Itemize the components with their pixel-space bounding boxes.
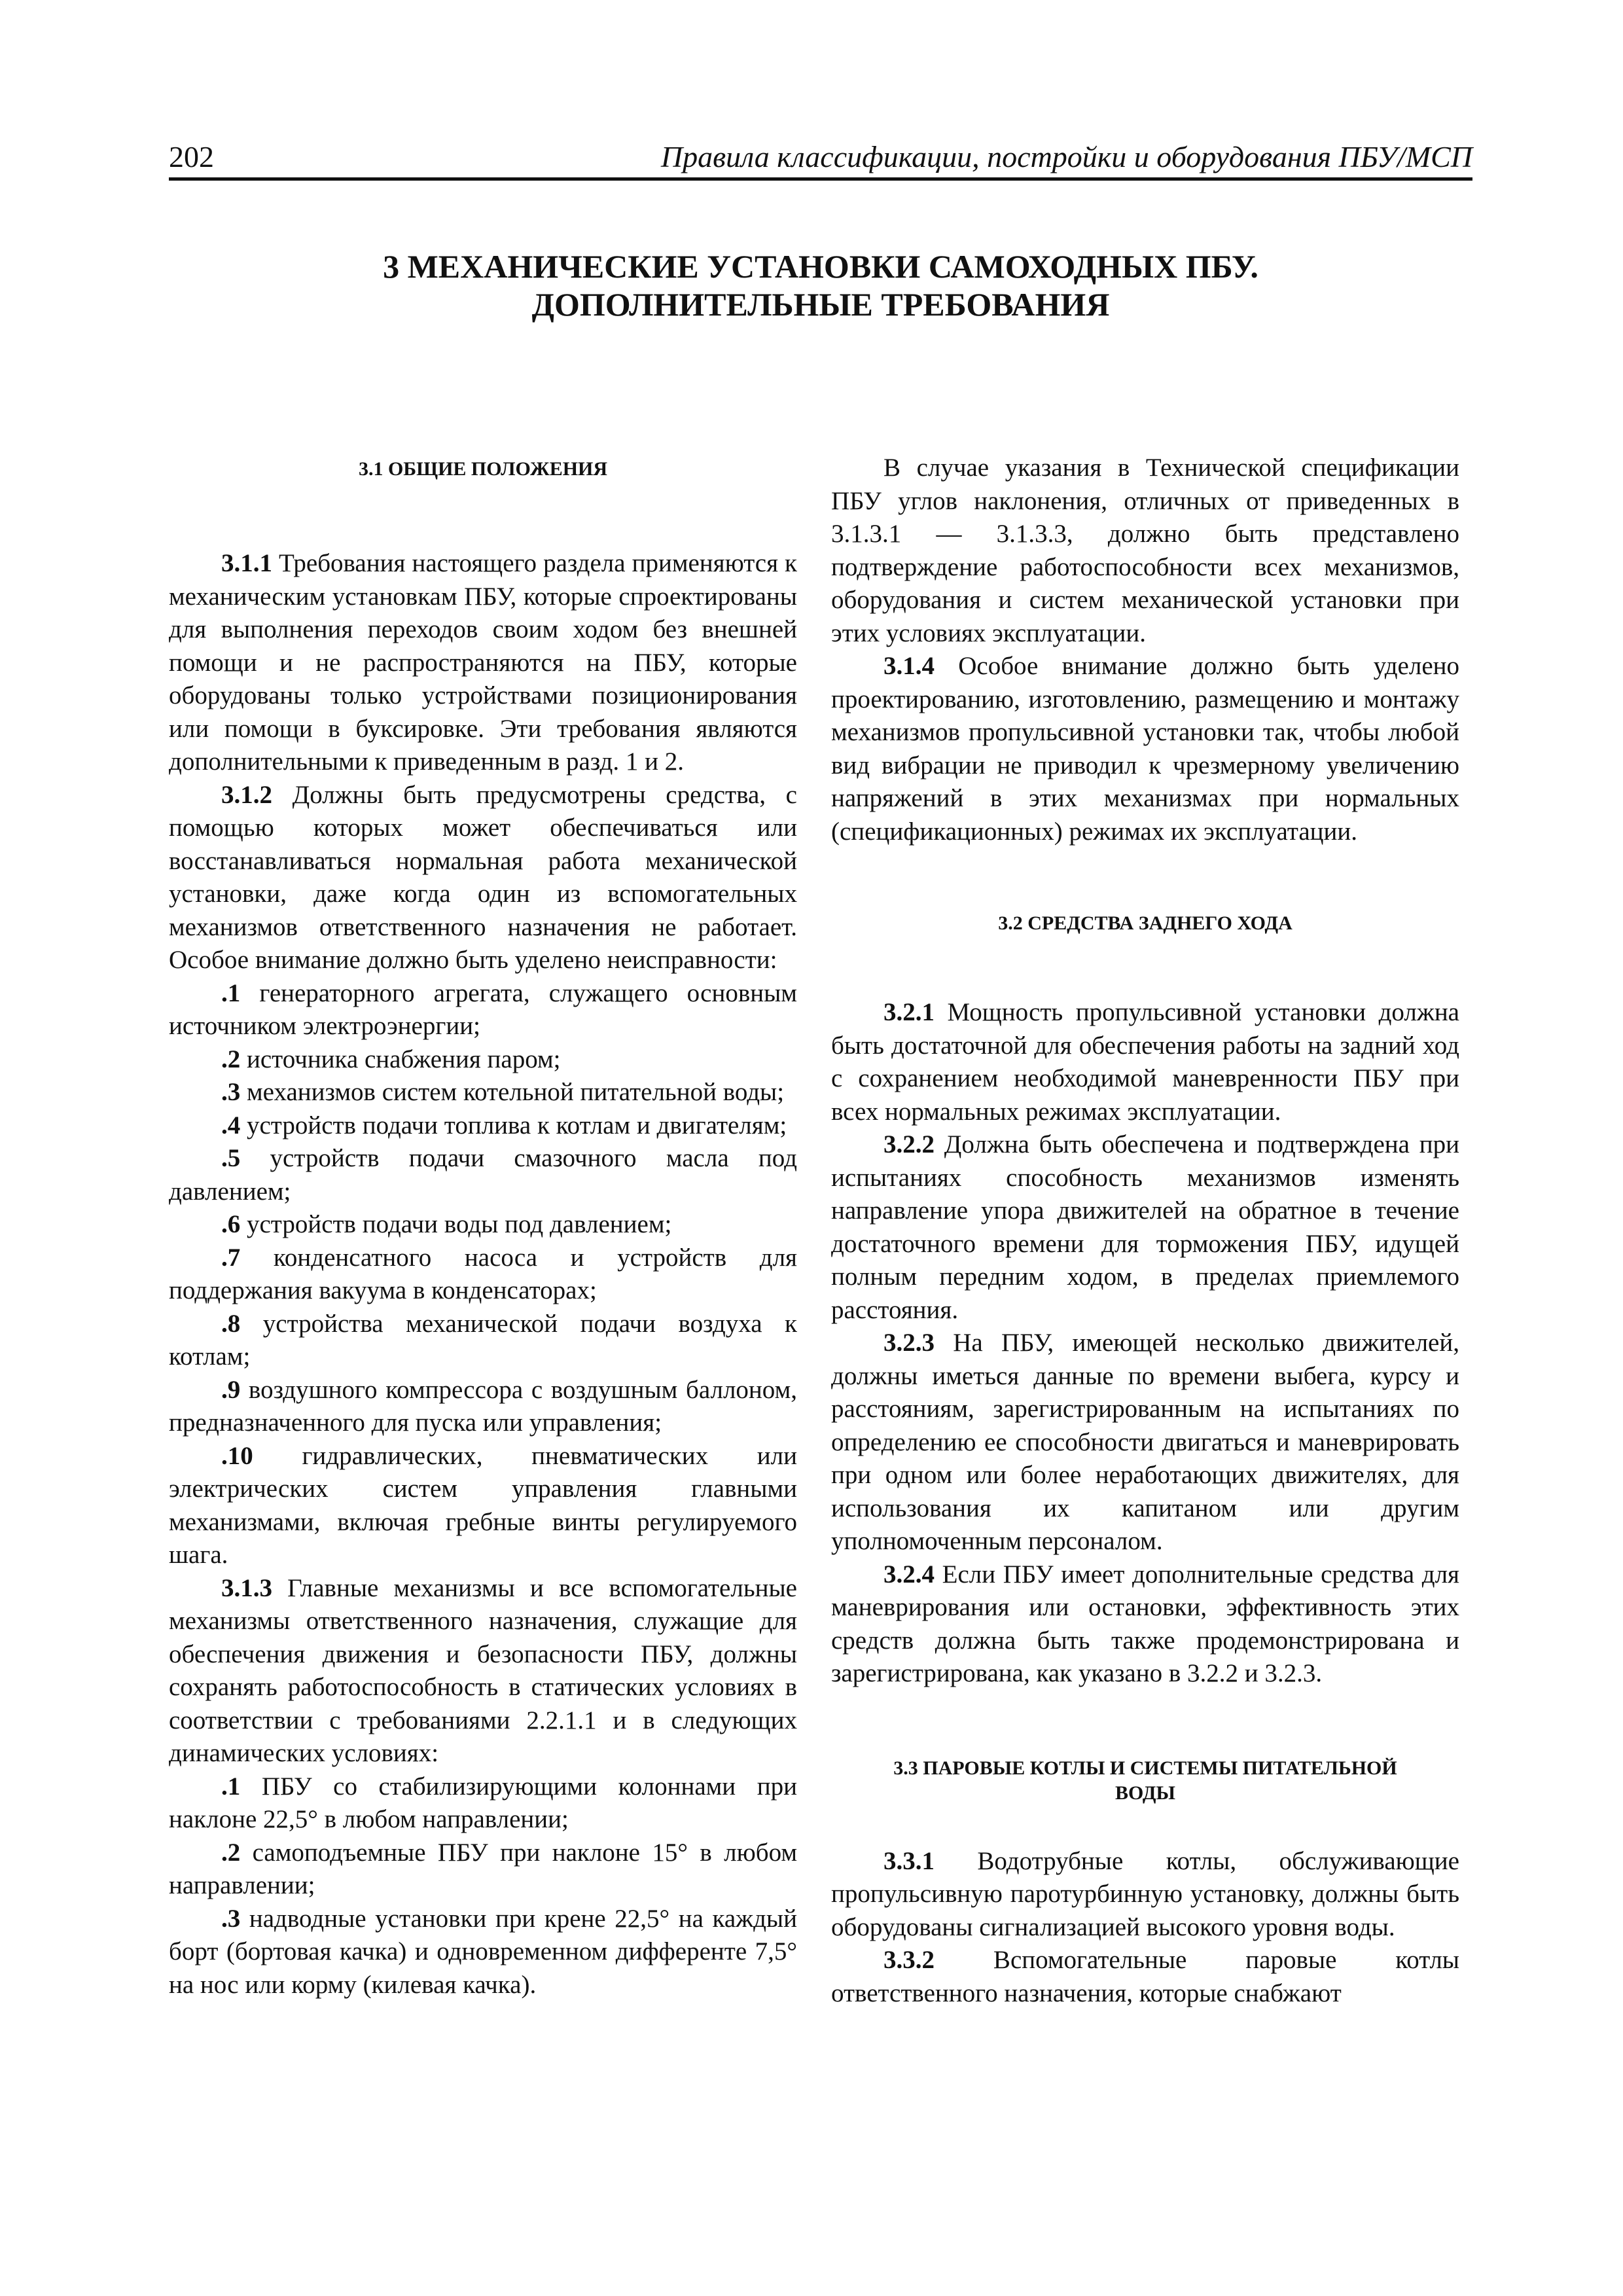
paragraph-3-2-2 — [831, 1128, 1459, 1327]
section-heading-3-3-line-2: ВОДЫ — [1115, 1782, 1175, 1804]
header-rule — [169, 177, 1472, 181]
paragraph-text: На ПБУ, имеющей несколько движителей, должны иметься данные по времени выбега, курсу и расстояниям, зарегистрированным на испытаниях по определению ее способности двигаться и маневрировать при одном или более неработающих движителях, для использования их капитаном или другим уполномоченным персоналом. — [831, 1329, 1459, 1555]
item-text: генераторного агрегата, служащего основным источником электроэнергии; — [169, 978, 797, 1040]
item-text: конденсатного насоса и устройств для поддержания вакуума в конденсаторах; — [169, 1243, 797, 1304]
item-text: устройства механической подачи воздуха к котлам; — [169, 1309, 797, 1371]
paragraph-3-2-1 — [831, 996, 1459, 1128]
list-item-3-1-2-1 — [169, 977, 797, 1043]
list-item-3-1-2-7 — [169, 1242, 797, 1308]
list-item-3-1-3-3 — [169, 1903, 797, 2002]
chapter-title-line-1: 3 МЕХАНИЧЕСКИЕ УСТАНОВКИ САМОХОДНЫХ ПБУ. — [383, 248, 1258, 285]
clause-number: 3.2.4 — [883, 1560, 935, 1588]
paragraph-3-1-2 — [169, 779, 797, 977]
item-text: устройств подачи топлива к котлам и двигателям; — [240, 1111, 787, 1139]
clause-number: 3.1.1 — [221, 549, 272, 577]
section-heading-3-1: 3.1 ОБЩИЕ ПОЛОЖЕНИЯ — [358, 458, 608, 480]
chapter-title-line-2: ДОПОЛНИТЕЛЬНЫЕ ТРЕБОВАНИЯ — [531, 286, 1110, 323]
clause-number: 3.1.3 — [221, 1573, 272, 1602]
paragraph-3-1-4 — [831, 650, 1459, 848]
paragraph-text: Если ПБУ имеет дополнительные средства для маневрирования или остановки, эффективность этих средств должна быть также продемонстрирована и зарегистрирована, как указано в 3.2.2 и 3.2.3. — [831, 1560, 1459, 1687]
list-item-3-1-2-4 — [169, 1109, 797, 1143]
paragraph-3-1-1 — [169, 547, 797, 779]
item-text: механизмов систем котельной питательной воды; — [240, 1078, 785, 1106]
section-heading-3-2: 3.2 СРЕДСТВА ЗАДНЕГО ХОДА — [998, 912, 1293, 934]
list-item-3-1-3-2 — [169, 1837, 797, 1903]
clause-number: 3.3.2 — [883, 1946, 935, 1974]
item-text: надводные установки при крене 22,5° на каждый борт (бортовая качка) и одновременном дифференте 7,5° на нос или корму (килевая качка). — [169, 1904, 797, 1999]
item-text: воздушного компрессора с воздушным баллоном, предназначенного для пуска или управления; — [169, 1375, 797, 1437]
item-text: самоподъемные ПБУ при наклоне 15° в любом направлении; — [169, 1838, 797, 1899]
item-text: гидравлических, пневматических или электрических систем управления главными механизмами, включая гребные винты регулируемого шага. — [169, 1441, 797, 1569]
item-text: ПБУ со стабилизирующими колоннами при наклоне 22,5° в любом направлении; — [169, 1772, 797, 1833]
item-number: .9 — [221, 1375, 241, 1404]
clause-number: 3.1.2 — [221, 780, 272, 809]
chapter-title — [169, 247, 1472, 323]
list-item-3-1-2-10 — [169, 1440, 797, 1572]
clause-number: 3.3.1 — [883, 1846, 935, 1875]
paragraph-text: Водотрубные котлы, обслуживающие пропульсивную паротурбинную установку, должны быть оборудованы сигнализацией высокого уровня воды. — [831, 1846, 1459, 1941]
list-item-3-1-2-3 — [169, 1076, 797, 1109]
paragraph-text: Вспомогательные паровые котлы ответственного назначения, которые снабжают — [831, 1946, 1459, 2007]
item-number: .6 — [221, 1210, 241, 1238]
item-text: устройств подачи смазочного масла под давлением; — [169, 1144, 797, 1206]
item-number: .8 — [221, 1309, 241, 1338]
paragraph-text: Требования настоящего раздела применяются к механическим установкам ПБУ, которые спроектированы для выполнения переходов своим ходом без внешней помощи и не распространяются на ПБУ, которые оборудованы только устройствами позиционирования или помощи в буксировке. Эти требования являются дополнительными к приведенным в разд. 1 и 2. — [169, 549, 797, 776]
list-item-3-1-2-5 — [169, 1142, 797, 1208]
item-number: .1 — [221, 1772, 241, 1801]
item-number: .3 — [221, 1904, 241, 1933]
paragraph-text: Особое внимание должно быть уделено проектированию, изготовлению, размещению и монтажу механизмов пропульсивной установки так, чтобы любой вид вибрации не приводил к чрезмерному увеличению напряжений в этих механизмах при нормальных (спецификационных) режимах их эксплуатации. — [831, 652, 1459, 846]
left-column — [169, 452, 797, 2001]
item-number: .1 — [221, 978, 241, 1007]
item-number: .5 — [221, 1144, 241, 1172]
paragraph-3-1-3-continuation: В случае указания в Технической спецификации ПБУ углов наклонения, отличных от приведенных в 3.1.3.1 — 3.1.3.3, должно быть представлено подтверждение работоспособности всех механизмов, оборудования и систем механической установки при этих условиях эксплуатации. — [831, 454, 1459, 647]
page-number: 202 — [169, 140, 214, 173]
list-item-3-1-2-8 — [169, 1308, 797, 1374]
clause-number: 3.2.3 — [883, 1329, 935, 1357]
paragraph-text: Должны быть предусмотрены средства, с помощью которых может обеспечиваться или восстанавливаться нормальная работа механической установки, даже когда один из вспомогательных механизмов ответственного назначения не работает. Особое внимание должно быть уделено неисправности: — [169, 780, 797, 974]
item-number: .2 — [221, 1838, 241, 1867]
list-item-3-1-2-9 — [169, 1374, 797, 1440]
page-header — [169, 130, 1472, 181]
section-heading-3-3 — [857, 1756, 1433, 1806]
clause-number: 3.2.1 — [883, 998, 935, 1026]
list-item-3-1-2-6 — [169, 1208, 797, 1242]
list-item-3-1-2-2 — [169, 1043, 797, 1077]
paragraph-text: Мощность пропульсивной установки должна быть достаточной для обеспечения работы на задний ход с сохранением необходимой маневренности ПБУ при всех нормальных режимах эксплуатации. — [831, 998, 1459, 1126]
section-heading-3-3-line-1: 3.3 ПАРОВЫЕ КОТЛЫ И СИСТЕМЫ ПИТАТЕЛЬНОЙ — [893, 1757, 1397, 1779]
item-text: источника снабжения паром; — [240, 1045, 561, 1073]
paragraph-text: Главные механизмы и все вспомогательные механизмы ответственного назначения, служащие для обеспечения движения и безопасности ПБУ, должны сохранять работоспособность в статических условиях в соответствии с требованиями 2.2.1.1 и в следующих динамических условиях: — [169, 1573, 797, 1767]
paragraph-3-3-2 — [831, 1944, 1459, 2010]
item-number: .10 — [221, 1441, 253, 1470]
right-column — [831, 452, 1459, 2010]
paragraph-3-1-3 — [169, 1572, 797, 1770]
paragraph-3-2-4 — [831, 1558, 1459, 1691]
item-number: .4 — [221, 1111, 241, 1139]
paragraph-text: Должна быть обеспечена и подтверждена при испытаниях способность механизмов изменять направление упора движителей на обратное в течение достаточного времени для торможения ПБУ, идущей полным передним ходом, в пределах приемлемого расстояния. — [831, 1130, 1459, 1324]
paragraph-3-3-1 — [831, 1845, 1459, 1945]
list-item-3-1-3-1 — [169, 1770, 797, 1837]
item-text: устройств подачи воды под давлением; — [240, 1210, 672, 1238]
item-number: .3 — [221, 1078, 241, 1106]
clause-number: 3.2.2 — [883, 1130, 935, 1158]
paragraph-3-2-3 — [831, 1327, 1459, 1558]
clause-number: 3.1.4 — [883, 652, 935, 680]
running-title: Правила классификации, постройки и оборудования ПБУ/МСП — [660, 140, 1472, 173]
item-number: .7 — [221, 1243, 241, 1272]
item-number: .2 — [221, 1045, 241, 1073]
